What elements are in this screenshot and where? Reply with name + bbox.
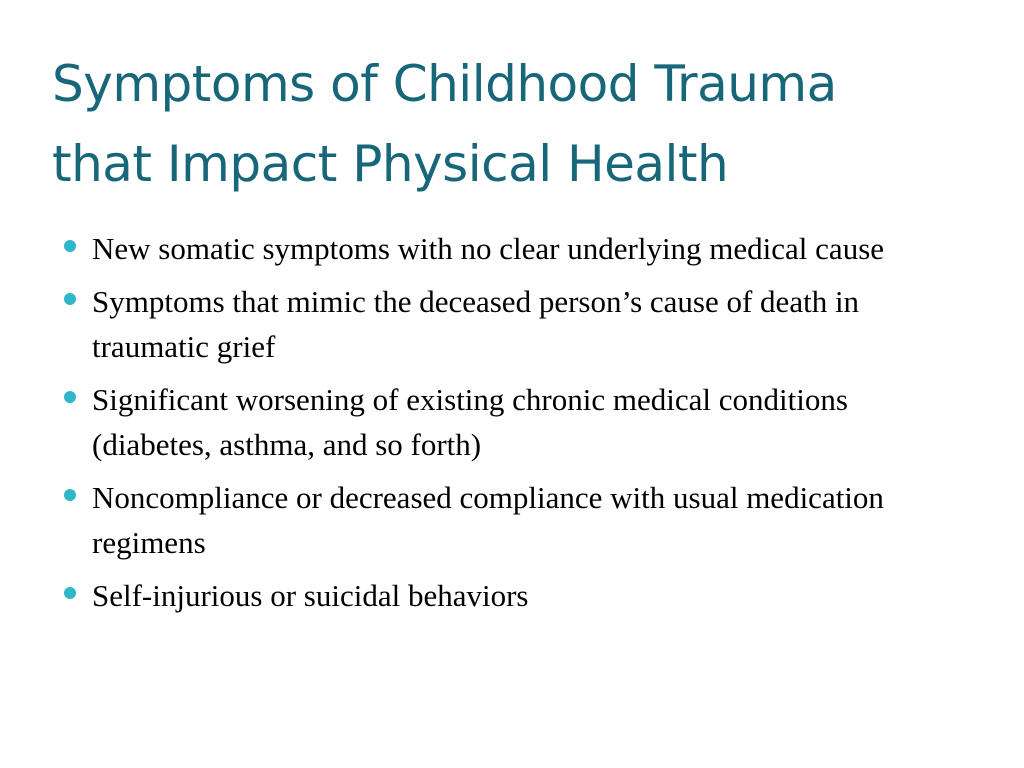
bullet-text: New somatic symptoms with no clear underlying medical cause	[92, 231, 885, 266]
list-item	[60, 377, 960, 467]
bullet-text: Noncompliance or decreased compliance with usual medication regimens	[92, 480, 884, 560]
bullet-dot-icon	[64, 293, 76, 305]
bullet-text: Symptoms that mimic the deceased person’s cause of death in traumatic grief	[92, 284, 860, 364]
list-item	[60, 573, 960, 618]
list-item	[60, 279, 960, 369]
list-item	[60, 226, 960, 271]
bullet-dot-icon	[64, 240, 76, 252]
bullet-dot-icon	[64, 587, 76, 599]
bullet-text: Significant worsening of existing chronic medical conditions (diabetes, asthma, and so forth)	[92, 382, 848, 462]
bullet-dot-icon	[64, 489, 76, 501]
title-line: Symptoms of Childhood Trauma	[52, 55, 837, 113]
bullet-text: Self-injurious or suicidal behaviors	[92, 578, 529, 613]
slide-title	[52, 44, 992, 204]
bullet-dot-icon	[64, 391, 76, 403]
bullet-list	[60, 226, 960, 626]
title-line: that Impact Physical Health	[52, 135, 729, 193]
list-item	[60, 475, 960, 565]
